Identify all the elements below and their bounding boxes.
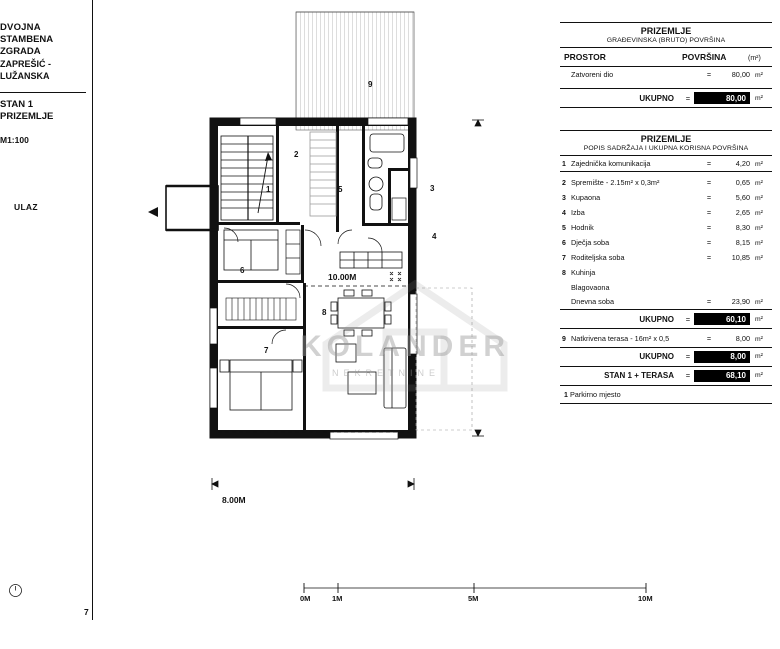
net-row-name: Dječja soba — [571, 237, 610, 247]
unit-label: STAN 1 — [0, 99, 34, 110]
room-number-5: 5 — [338, 185, 343, 194]
net-total-2-label: UKUPNO — [639, 352, 674, 361]
gross-total-label: UKUPNO — [639, 93, 674, 103]
net-row-value: 23,90 — [731, 296, 750, 306]
gross-total-value: 80,00 — [694, 92, 750, 104]
gross-area-table — [560, 22, 772, 108]
net-row-name: Kupaona — [571, 192, 601, 202]
net-total-3-value: 68,10 — [694, 370, 750, 382]
net-row-name: Blagovaona — [571, 282, 610, 292]
project-title-line1: DVOJNA — [0, 22, 41, 33]
watermark-text: KOLANDER — [300, 330, 510, 363]
net-row-name: Hodnik — [571, 222, 594, 232]
net-row-index: 8 — [562, 269, 566, 277]
net-row-name: Dnevna soba — [571, 296, 615, 306]
net-row-name: Spremište - 2.15m² x 0,3m² — [571, 177, 660, 187]
dimension-right-label: 10.00M — [328, 272, 357, 282]
net-row-eq: = — [706, 237, 712, 247]
gross-table-subtitle: GRAĐEVINSKA (BRUTO) POVRŠINA — [560, 37, 772, 48]
net-row-unit: m² — [755, 224, 763, 232]
net-row-eq: = — [706, 207, 712, 217]
table-row — [560, 156, 772, 171]
net-row-eq: = — [706, 192, 712, 202]
gross-row-unit: m² — [755, 71, 763, 79]
net-row-index: 5 — [562, 224, 566, 232]
gross-row-value: 80,00 — [731, 69, 750, 79]
table-row — [560, 265, 772, 280]
room-number-6: 6 — [240, 266, 245, 275]
net-total-row-2 — [560, 347, 772, 366]
net-row-name: Kuhinja — [571, 267, 596, 277]
net-row-value: 2,65 — [735, 207, 750, 217]
page-number: 7 — [84, 607, 89, 617]
net-row-index: 7 — [562, 254, 566, 262]
dimension-bottom-label: 8.00M — [222, 495, 246, 505]
terrace-row-unit: m² — [755, 336, 763, 343]
room-number-9: 9 — [368, 80, 373, 89]
room-number-3: 3 — [430, 184, 435, 193]
net-area-table — [560, 130, 772, 404]
net-row-value: 5,60 — [735, 192, 750, 202]
net-row-name: Izba — [571, 207, 585, 217]
terrace-row-index: 9 — [562, 336, 566, 343]
power-icon — [8, 583, 23, 598]
net-row-index: 2 — [562, 179, 566, 187]
footnote-text: Parkirno mjesto — [569, 389, 621, 399]
room-number-4: 4 — [432, 232, 437, 241]
table-row — [560, 67, 772, 82]
gross-total-unit: m² — [755, 94, 763, 102]
scale-tick-0m: 0M — [300, 594, 311, 603]
net-total-1-value: 60,10 — [694, 313, 750, 325]
terrace-row — [560, 328, 772, 347]
table-row — [560, 235, 772, 250]
scale-tick-1m: 1M — [332, 594, 343, 603]
terrace-row-eq: = — [706, 334, 712, 343]
table-row — [560, 250, 772, 265]
net-total-2-value: 8,00 — [694, 351, 750, 363]
net-row-value: 8,30 — [735, 222, 750, 232]
scale-bar — [300, 580, 653, 606]
net-row-value: 4,20 — [735, 158, 750, 168]
floor-label: PRIZEMLJE — [0, 111, 54, 122]
gross-total-row — [560, 88, 772, 107]
gross-row-eq: = — [706, 69, 712, 79]
gross-header-space: PROSTOR — [564, 52, 606, 62]
gross-table-title: PRIZEMLJE — [640, 26, 692, 36]
net-row-eq: = — [706, 252, 712, 262]
gross-row-name: Zatvoreni dio — [571, 69, 614, 79]
net-row-value: 0,65 — [735, 177, 750, 187]
net-row-eq: = — [706, 177, 712, 187]
net-row-eq: = — [706, 296, 712, 306]
project-title-line3: ZAPREŠIĆ - LUŽANSKA — [0, 59, 52, 81]
net-total-1-label: UKUPNO — [639, 314, 674, 324]
net-row-unit: m² — [755, 298, 763, 306]
table-row — [560, 175, 772, 190]
scale-bar-graphic — [300, 580, 650, 594]
net-total-3-eq: = — [685, 371, 691, 380]
net-row-unit: m² — [755, 239, 763, 247]
net-total-3-unit: m² — [755, 372, 763, 379]
net-row-index: 1 — [562, 160, 566, 168]
net-row-eq: = — [706, 222, 712, 232]
net-total-row-3 — [560, 366, 772, 385]
net-row-eq: = — [706, 158, 712, 168]
room-number-2: 2 — [294, 150, 299, 159]
table-row — [560, 220, 772, 235]
terrace-row-name: Natkrivena terasa - 16m² x 0,5 — [571, 334, 670, 343]
net-row-unit: m² — [755, 160, 763, 168]
gross-total-eq: = — [685, 93, 691, 103]
net-row-name: Roditeljska soba — [571, 252, 625, 262]
terrace-row-value: 8,00 — [735, 334, 750, 343]
table-row — [560, 205, 772, 220]
floor-plan-drawing — [100, 8, 540, 528]
scale-tick-5m: 5M — [468, 594, 479, 603]
table-row — [560, 190, 772, 205]
gross-header-area: POVRŠINA — [682, 52, 727, 62]
net-row-value: 10,85 — [731, 252, 750, 262]
net-row-value: 8,15 — [735, 237, 750, 247]
room-number-8: 8 — [322, 308, 327, 317]
entrance-label: ULAZ — [14, 202, 38, 212]
table-row — [560, 280, 772, 294]
room-number-1: 1 — [266, 185, 271, 194]
project-title-line2: STAMBENA ZGRADA — [0, 34, 53, 57]
net-row-unit: m² — [755, 209, 763, 217]
net-row-index: 6 — [562, 239, 566, 247]
net-row-index: 4 — [562, 209, 566, 217]
net-row-unit: m² — [755, 254, 763, 262]
gross-header-unit: (m²) — [748, 55, 761, 62]
title-divider — [0, 92, 86, 93]
area-tables — [560, 22, 772, 426]
net-row-unit: m² — [755, 194, 763, 202]
gross-table-header — [560, 48, 772, 67]
scale-tick-10m: 10M — [638, 594, 653, 603]
scale-label: M1:100 — [0, 135, 29, 145]
net-table-title: PRIZEMLJE — [640, 134, 692, 144]
watermark-subtext: NEKRETNINE — [332, 368, 441, 378]
footnote-row — [560, 385, 772, 403]
net-total-2-eq: = — [685, 352, 691, 361]
net-row-name: Zajednička komunikacija — [571, 158, 651, 168]
room-number-7: 7 — [264, 346, 269, 355]
footnote-index: 1 — [564, 391, 568, 399]
net-total-1-eq: = — [685, 314, 691, 324]
net-row-index: 3 — [562, 194, 566, 202]
floor-plan-svg — [100, 8, 540, 528]
net-table-subtitle: POPIS SADRŽAJA I UKUPNA KORISNA POVRŠINA — [560, 145, 772, 156]
net-total-row-1 — [560, 309, 772, 328]
table-row — [560, 294, 772, 309]
net-row-unit: m² — [755, 179, 763, 187]
left-divider-line — [92, 0, 93, 620]
net-total-1-unit: m² — [755, 315, 763, 323]
net-total-2-unit: m² — [755, 353, 763, 360]
title-block — [0, 22, 90, 145]
net-total-3-label: STAN 1 + TERASA — [604, 371, 674, 380]
